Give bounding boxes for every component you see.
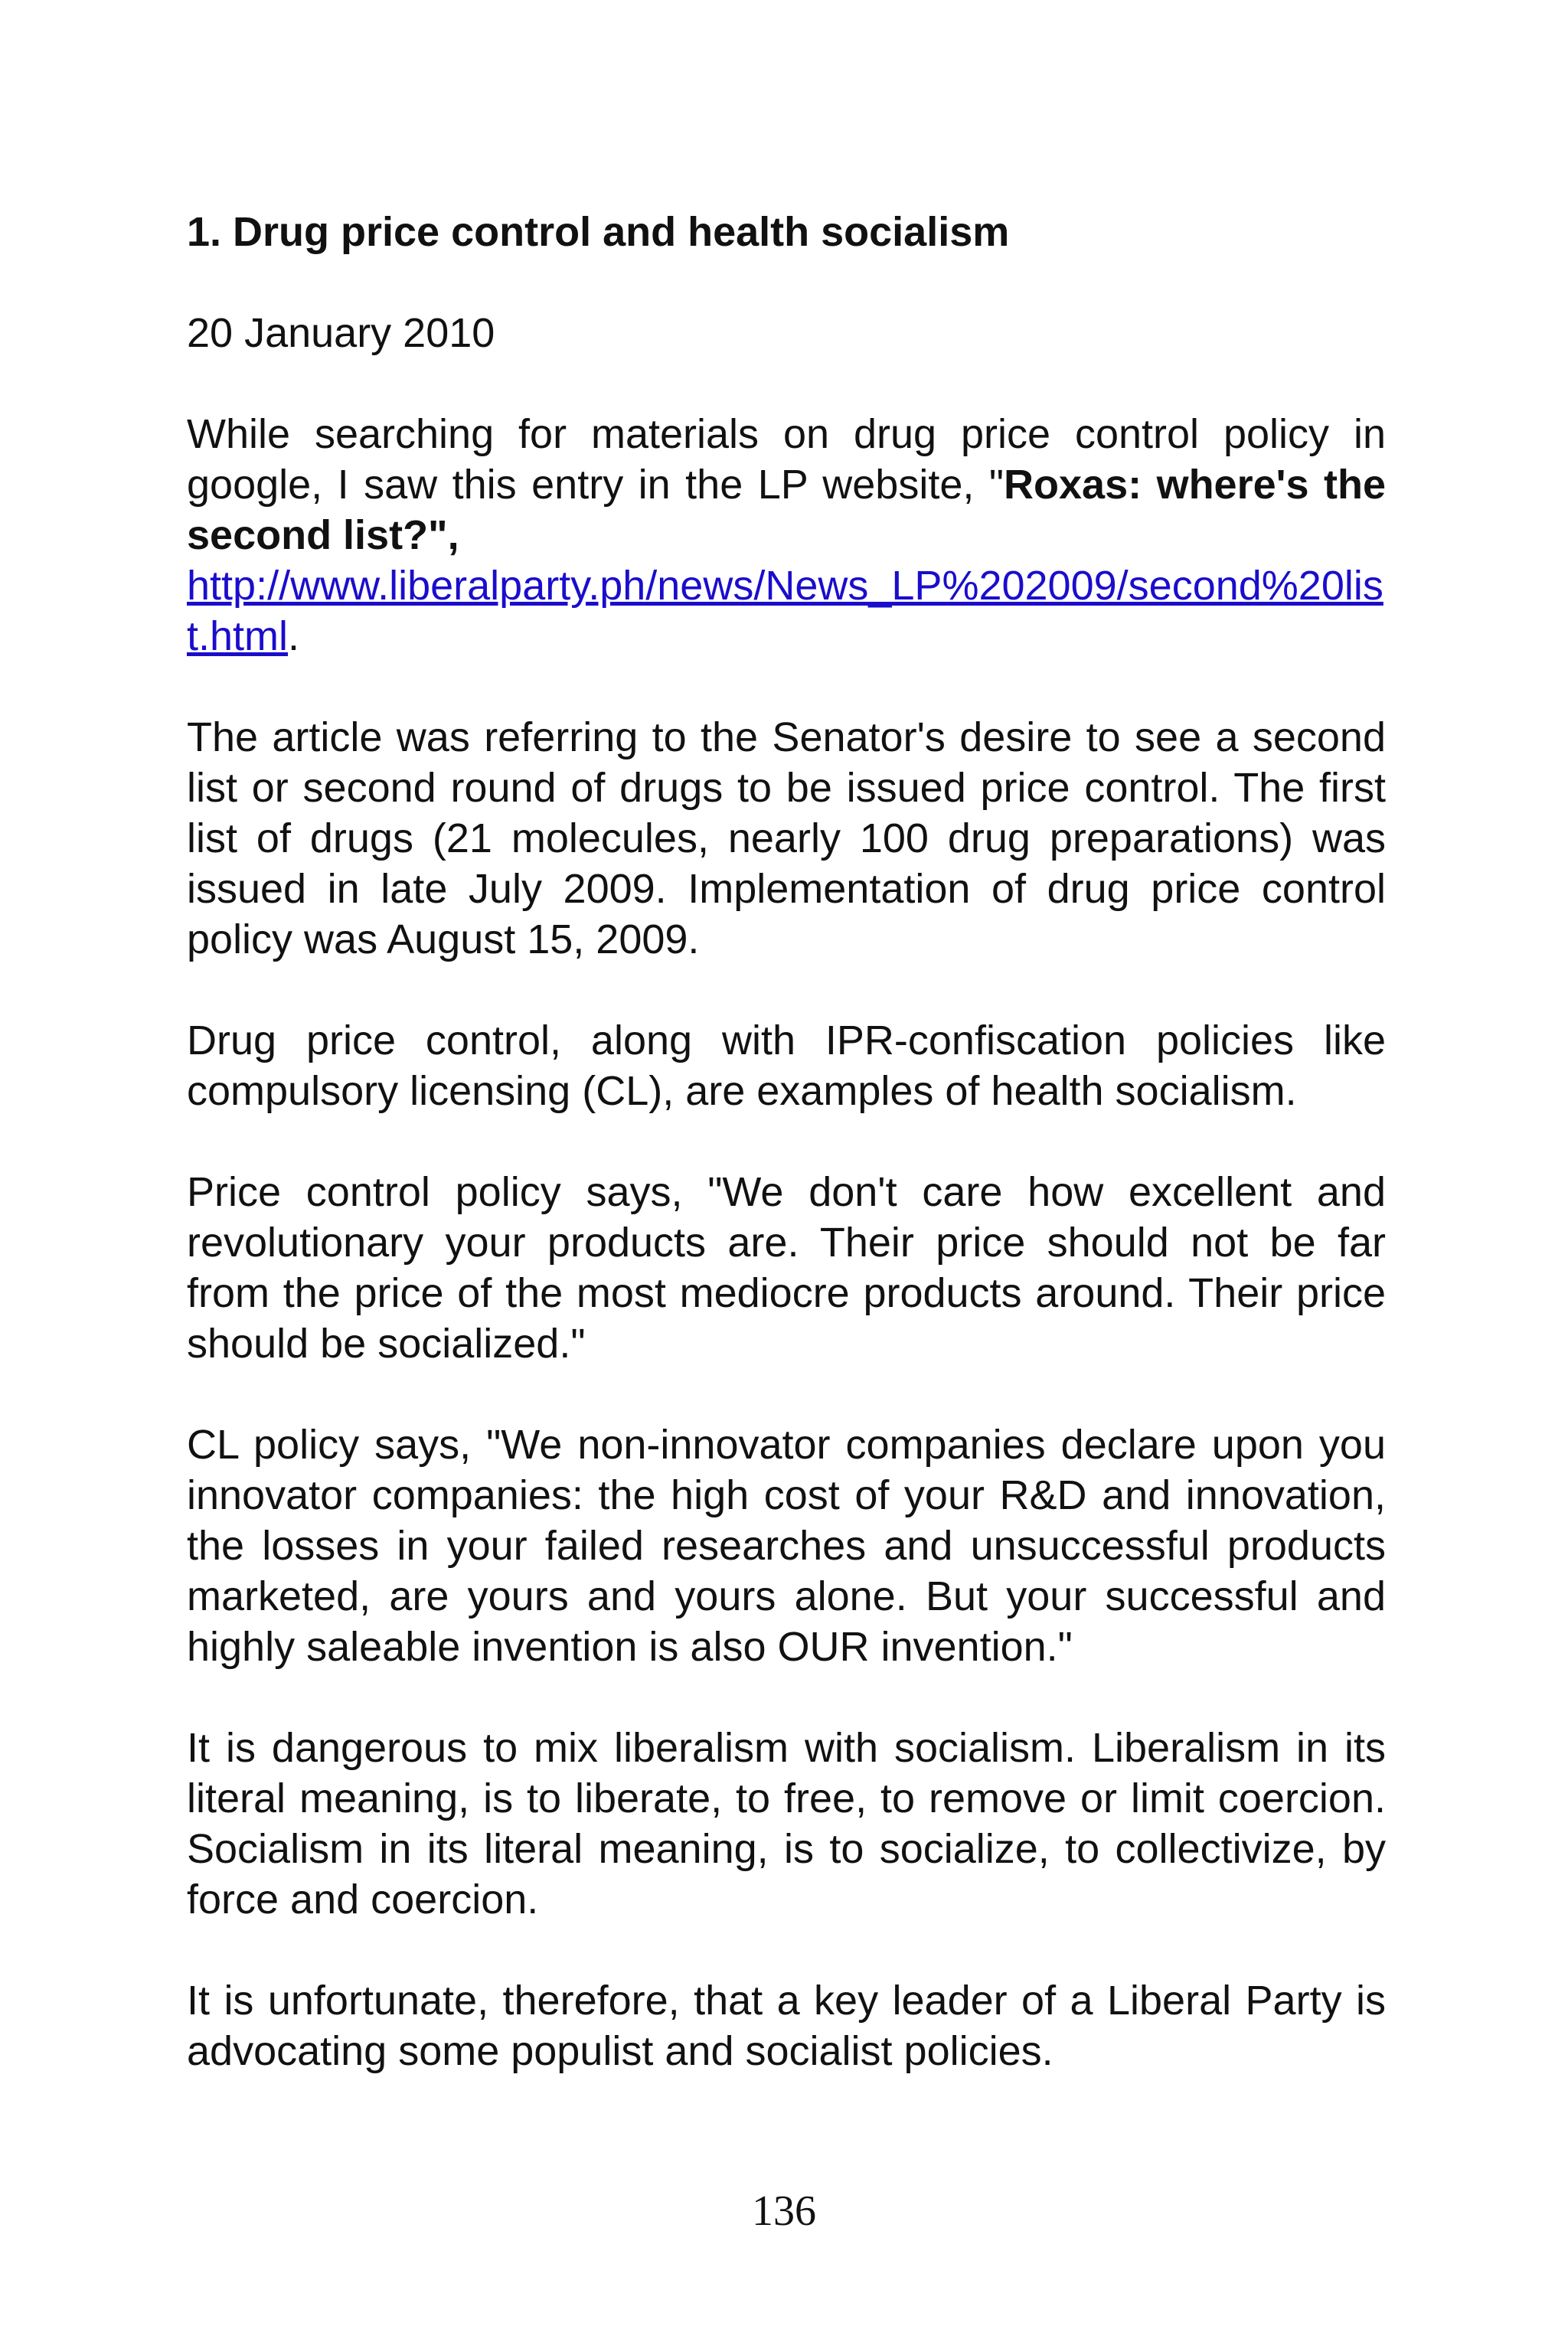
paragraph-cl-policy: CL policy says, "We non-innovator companies declare upon you innovator companies: the high cost of your R&D and innovation, the losses in your failed researches and unsuccessful products marketed, are yours and yours alone. But your successful and highly saleable invention is also OUR invention." <box>187 1422 1386 1670</box>
section-heading: 1. Drug price control and health socialism <box>187 209 1010 255</box>
page-number: 136 <box>752 2187 816 2235</box>
paragraph-second-list: The article was referring to the Senator's desire to see a second list or second round of drugs to be issued price control. The first list of drugs (21 molecules, nearly 100 drug preparations) was issued in late July 2009. Implementation of drug price control policy was August 15, 2009. <box>187 714 1386 962</box>
paragraph-health-socialism: Drug price control, along with IPR-confiscation policies like compulsory licensing (CL), are examples of health socialism. <box>187 1018 1386 1114</box>
article-title: Roxas: where's the second list?", <box>187 462 1386 558</box>
article-date: 20 January 2010 <box>187 310 495 356</box>
source-link[interactable]: http://www.liberalparty.ph/news/News_LP%202009/second%20list.html <box>187 563 1383 659</box>
document-page <box>187 207 1386 2127</box>
intro-text: While searching for materials on drug price control policy in google, I saw this entry in the LP website, " <box>187 411 1386 508</box>
paragraph-price-control: Price control policy says, "We don't care how excellent and revolutionary your products are. Their price should not be far from the price of the most mediocre products around. Their price should be socialized." <box>187 1169 1386 1367</box>
paragraph-intro <box>187 409 1386 662</box>
paragraph-conclusion: It is unfortunate, therefore, that a key leader of a Liberal Party is advocating some populist and socialist policies. <box>187 1978 1386 2074</box>
paragraph-liberalism: It is dangerous to mix liberalism with socialism. Liberalism in its literal meaning, is to liberate, to free, to remove or limit coercion. Socialism in its literal meaning, is to socialize, to collectivize, by force and coercion. <box>187 1725 1386 1922</box>
intro-period: . <box>288 613 300 659</box>
